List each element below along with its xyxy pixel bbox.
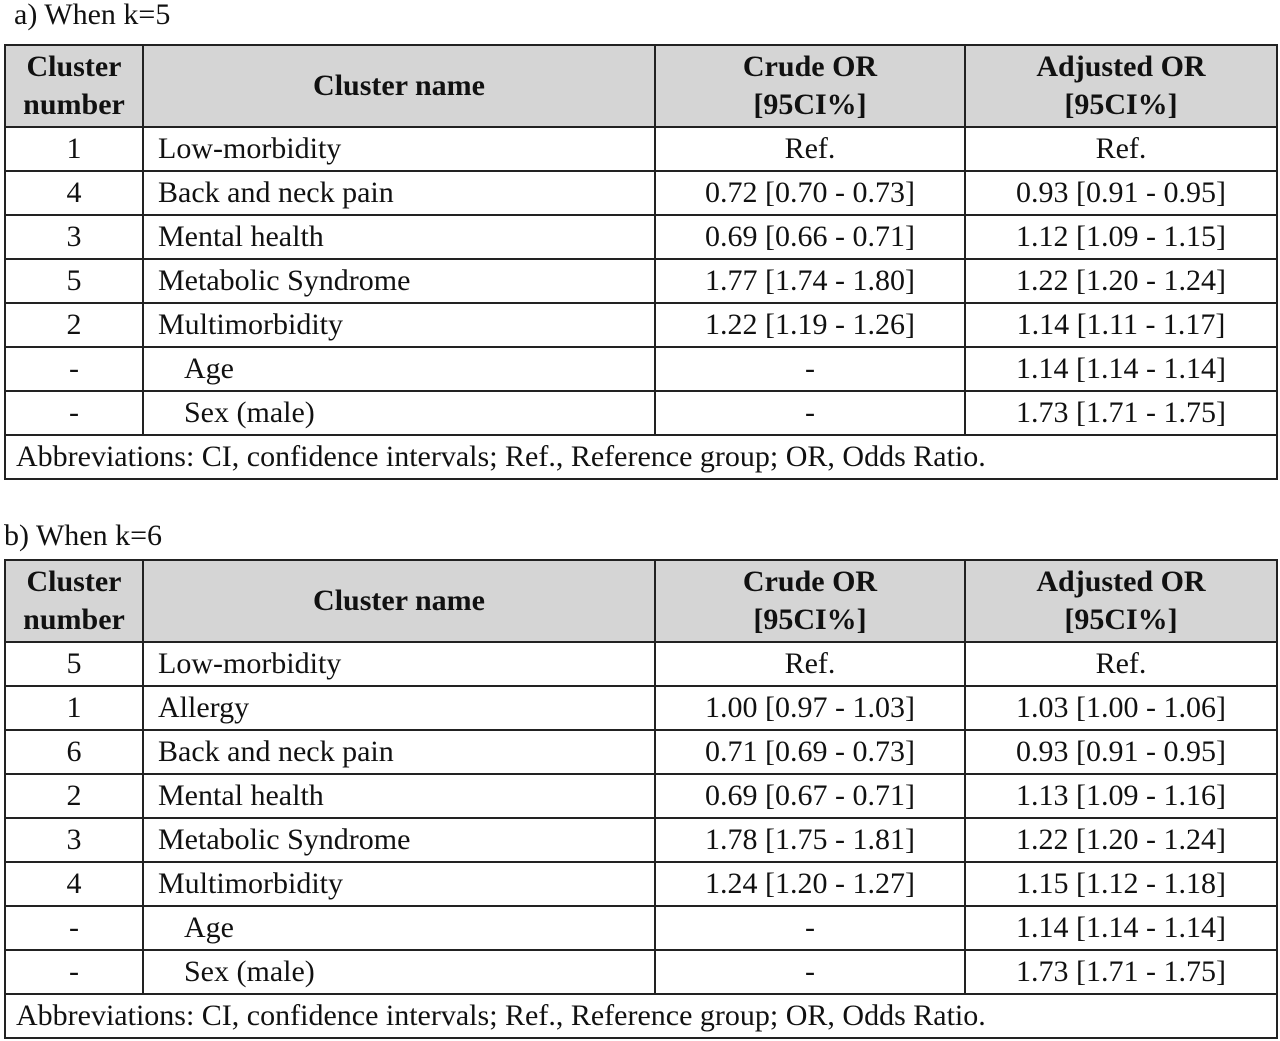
header-cluster-number: Cluster number bbox=[5, 45, 143, 127]
header-crude-or: Crude OR [95CI%] bbox=[655, 45, 965, 127]
adjusted-or-cell: 1.12 [1.09 - 1.15] bbox=[965, 215, 1277, 259]
cluster-name-cell: Multimorbidity bbox=[143, 862, 655, 906]
cluster-name-cell: Allergy bbox=[143, 686, 655, 730]
adjusted-or-cell: 1.15 [1.12 - 1.18] bbox=[965, 862, 1277, 906]
cluster-number-cell: - bbox=[5, 391, 143, 435]
header-crude-or: Crude OR [95CI%] bbox=[655, 560, 965, 642]
table-row bbox=[5, 642, 1277, 686]
crude-or-cell: - bbox=[655, 347, 965, 391]
crude-or-cell: 0.69 [0.67 - 0.71] bbox=[655, 774, 965, 818]
cluster-number-cell: 6 bbox=[5, 730, 143, 774]
cluster-name-cell: Multimorbidity bbox=[143, 303, 655, 347]
table-row bbox=[5, 862, 1277, 906]
header-cluster-name: Cluster name bbox=[143, 45, 655, 127]
cluster-number-cell: 2 bbox=[5, 774, 143, 818]
cluster-name-cell: Mental health bbox=[143, 774, 655, 818]
cluster-number-cell: 4 bbox=[5, 171, 143, 215]
crude-or-cell: Ref. bbox=[655, 642, 965, 686]
covariate-name-cell: Age bbox=[143, 906, 655, 950]
cluster-number-cell: 2 bbox=[5, 303, 143, 347]
abbreviations-footnote: Abbreviations: CI, confidence intervals; Ref., Reference group; OR, Odds Ratio. bbox=[5, 435, 1277, 479]
covariate-name-cell: Sex (male) bbox=[143, 950, 655, 994]
table-row bbox=[5, 259, 1277, 303]
table-section-k5 bbox=[0, 0, 1280, 473]
table-row bbox=[5, 774, 1277, 818]
adjusted-or-cell: 0.93 [0.91 - 0.95] bbox=[965, 171, 1277, 215]
cluster-number-cell: 5 bbox=[5, 259, 143, 303]
header-row bbox=[5, 45, 1277, 127]
table-row bbox=[5, 215, 1277, 259]
cluster-number-cell: - bbox=[5, 950, 143, 994]
crude-or-cell: 0.71 [0.69 - 0.73] bbox=[655, 730, 965, 774]
table-row bbox=[5, 171, 1277, 215]
crude-or-cell: 0.72 [0.70 - 0.73] bbox=[655, 171, 965, 215]
crude-or-cell: - bbox=[655, 906, 965, 950]
crude-or-cell: 1.22 [1.19 - 1.26] bbox=[655, 303, 965, 347]
crude-or-cell: Ref. bbox=[655, 127, 965, 171]
crude-or-cell: 1.77 [1.74 - 1.80] bbox=[655, 259, 965, 303]
cluster-number-cell: 1 bbox=[5, 127, 143, 171]
abbreviations-footnote: Abbreviations: CI, confidence intervals; Ref., Reference group; OR, Odds Ratio. bbox=[5, 994, 1277, 1038]
adjusted-or-cell: 1.13 [1.09 - 1.16] bbox=[965, 774, 1277, 818]
table-row bbox=[5, 730, 1277, 774]
footnote-row bbox=[5, 994, 1277, 1038]
header-cluster-name: Cluster name bbox=[143, 560, 655, 642]
covariate-name-cell: Sex (male) bbox=[143, 391, 655, 435]
table-title: b) When k=6 bbox=[4, 519, 162, 552]
adjusted-or-cell: 1.14 [1.14 - 1.14] bbox=[965, 906, 1277, 950]
header-row bbox=[5, 560, 1277, 642]
cluster-name-cell: Back and neck pain bbox=[143, 730, 655, 774]
table-row bbox=[5, 347, 1277, 391]
crude-or-cell: - bbox=[655, 950, 965, 994]
adjusted-or-cell: Ref. bbox=[965, 642, 1277, 686]
odds-ratio-table-k6 bbox=[4, 559, 1278, 1039]
cluster-name-cell: Low-morbidity bbox=[143, 642, 655, 686]
table-row bbox=[5, 906, 1277, 950]
footnote-row bbox=[5, 435, 1277, 479]
cluster-name-cell: Mental health bbox=[143, 215, 655, 259]
adjusted-or-cell: Ref. bbox=[965, 127, 1277, 171]
adjusted-or-cell: 1.73 [1.71 - 1.75] bbox=[965, 950, 1277, 994]
cluster-name-cell: Low-morbidity bbox=[143, 127, 655, 171]
cluster-name-cell: Metabolic Syndrome bbox=[143, 818, 655, 862]
table-row bbox=[5, 818, 1277, 862]
cluster-number-cell: 3 bbox=[5, 215, 143, 259]
crude-or-cell: 1.24 [1.20 - 1.27] bbox=[655, 862, 965, 906]
cluster-name-cell: Back and neck pain bbox=[143, 171, 655, 215]
adjusted-or-cell: 1.73 [1.71 - 1.75] bbox=[965, 391, 1277, 435]
header-adjusted-or: Adjusted OR [95CI%] bbox=[965, 560, 1277, 642]
cluster-number-cell: - bbox=[5, 906, 143, 950]
crude-or-cell: 0.69 [0.66 - 0.71] bbox=[655, 215, 965, 259]
cluster-number-cell: 3 bbox=[5, 818, 143, 862]
adjusted-or-cell: 1.14 [1.11 - 1.17] bbox=[965, 303, 1277, 347]
odds-ratio-table-k5 bbox=[4, 44, 1278, 480]
table-row bbox=[5, 686, 1277, 730]
cluster-number-cell: 4 bbox=[5, 862, 143, 906]
table-row bbox=[5, 391, 1277, 435]
adjusted-or-cell: 1.22 [1.20 - 1.24] bbox=[965, 259, 1277, 303]
covariate-name-cell: Age bbox=[143, 347, 655, 391]
table-title: a) When k=5 bbox=[14, 0, 171, 31]
cluster-number-cell: - bbox=[5, 347, 143, 391]
crude-or-cell: - bbox=[655, 391, 965, 435]
crude-or-cell: 1.78 [1.75 - 1.81] bbox=[655, 818, 965, 862]
adjusted-or-cell: 0.93 [0.91 - 0.95] bbox=[965, 730, 1277, 774]
header-cluster-number: Cluster number bbox=[5, 560, 143, 642]
table-section-k6 bbox=[0, 519, 1280, 1032]
cluster-name-cell: Metabolic Syndrome bbox=[143, 259, 655, 303]
table-row bbox=[5, 950, 1277, 994]
table-row bbox=[5, 303, 1277, 347]
adjusted-or-cell: 1.03 [1.00 - 1.06] bbox=[965, 686, 1277, 730]
adjusted-or-cell: 1.22 [1.20 - 1.24] bbox=[965, 818, 1277, 862]
cluster-number-cell: 5 bbox=[5, 642, 143, 686]
header-adjusted-or: Adjusted OR [95CI%] bbox=[965, 45, 1277, 127]
table-row bbox=[5, 127, 1277, 171]
cluster-number-cell: 1 bbox=[5, 686, 143, 730]
crude-or-cell: 1.00 [0.97 - 1.03] bbox=[655, 686, 965, 730]
adjusted-or-cell: 1.14 [1.14 - 1.14] bbox=[965, 347, 1277, 391]
